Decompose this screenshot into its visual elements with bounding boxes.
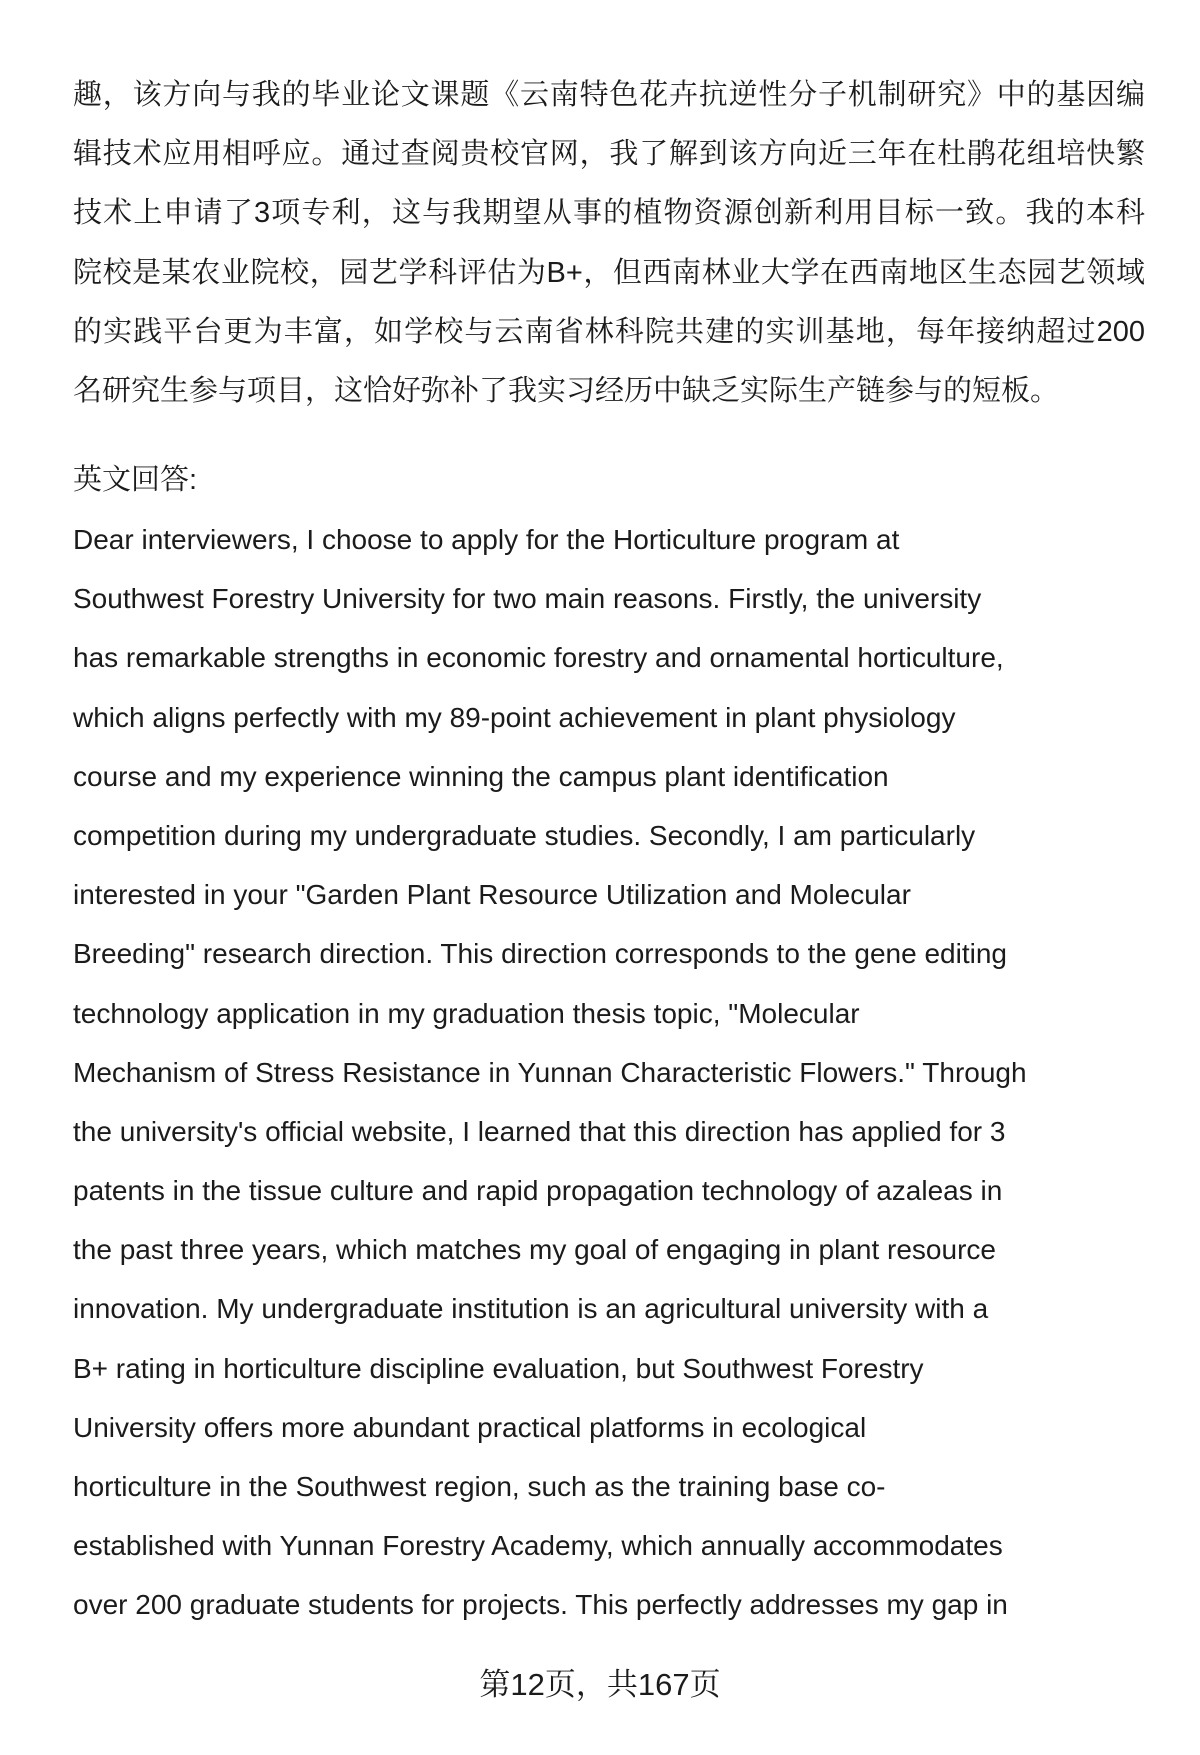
english-text-line: University offers more abundant practical platforms in ecological: [73, 1411, 867, 1443]
english-text-line: established with Yunnan Forestry Academy, which annually accommodates: [73, 1530, 1003, 1562]
english-text-line: which aligns perfectly with my 89-point achievement in plant physiology: [73, 701, 956, 733]
english-text-line: Southwest Forestry University for two main reasons. Firstly, the university: [73, 583, 982, 615]
chinese-text-line: 院校是某农业院校，园艺学科评估为B+，但西南林业大学在西南地区生态园艺领域: [73, 256, 1145, 289]
english-text-line: Breeding" research direction. This direction corresponds to the gene editing: [73, 938, 1007, 970]
chinese-answer-paragraph: [73, 66, 1145, 421]
english-text-line: patents in the tissue culture and rapid propagation technology of azaleas in: [73, 1175, 1003, 1207]
chinese-text-line: 名研究生参与项目，这恰好弥补了我实习经历中缺乏实际生产链参与的短板。: [73, 374, 1060, 407]
english-text-line: has remarkable strengths in economic forestry and ornamental horticulture,: [73, 642, 1004, 674]
english-text-line: the university's official website, I learned that this direction has applied for 3: [73, 1115, 1006, 1147]
english-text-line: technology application in my graduation thesis topic, "Molecular: [73, 997, 860, 1029]
page-number-footer: 第12页，共167页: [479, 1667, 721, 1702]
english-answer-paragraph: [73, 510, 1145, 1635]
english-text-line: competition during my undergraduate studies. Secondly, I am particularly: [73, 819, 976, 851]
english-text-line: Mechanism of Stress Resistance in Yunnan Characteristic Flowers." Through: [73, 1056, 1027, 1088]
english-text-line: horticulture in the Southwest region, such as the training base co-: [73, 1471, 886, 1502]
english-answer-heading: [73, 451, 1145, 510]
english-text-line: innovation. My undergraduate institution is an agricultural university with a: [73, 1293, 989, 1325]
chinese-text-line: 辑技术应用相呼应。通过查阅贵校官网，我了解到该方向近三年在杜鹃花组培快繁: [73, 138, 1145, 171]
english-text-line: the past three years, which matches my goal of engaging in plant resource: [73, 1234, 996, 1266]
chinese-text-line: 的实践平台更为丰富，如学校与云南省林科院共建的实训基地，每年接纳超过200: [73, 315, 1145, 348]
english-text-line: B+ rating in horticulture discipline evaluation, but Southwest Forestry: [73, 1352, 924, 1384]
english-text-line: Dear interviewers, I choose to apply for the Horticulture program at: [73, 524, 900, 555]
english-text-line: over 200 graduate students for projects. This perfectly addresses my gap in: [73, 1589, 1008, 1621]
english-text-line: course and my experience winning the campus plant identification: [73, 760, 889, 792]
chinese-text-line: 趣，该方向与我的毕业论文课题《云南特色花卉抗逆性分子机制研究》中的基因编: [73, 79, 1145, 111]
chinese-text-line: 技术上申请了3项专利，这与我期望从事的植物资源创新利用目标一致。我的本科: [73, 197, 1145, 230]
english-text-line: interested in your "Garden Plant Resource Utilization and Molecular: [73, 879, 911, 911]
english-answer-heading-text: 英文回答:: [73, 464, 198, 496]
